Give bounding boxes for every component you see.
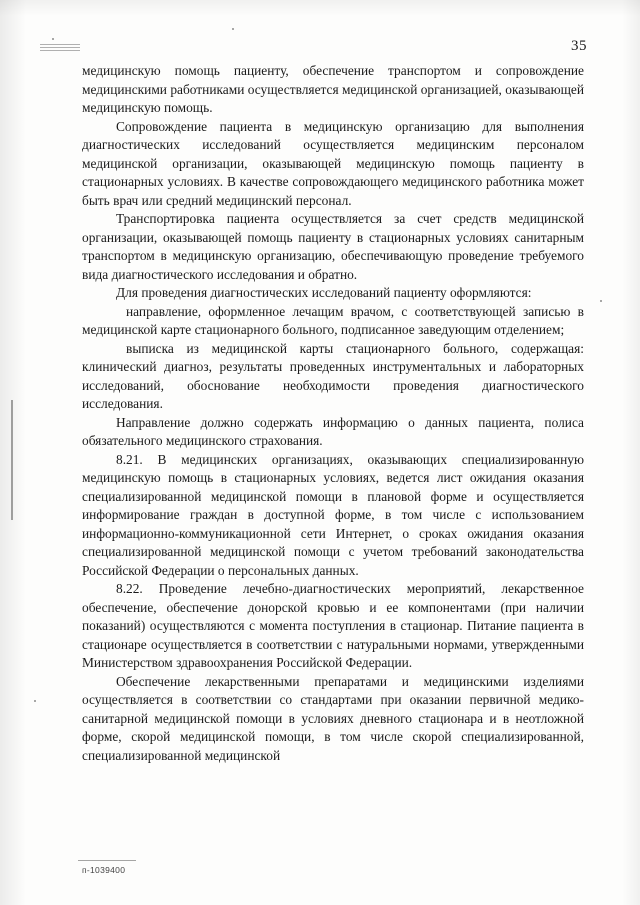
paragraph: Для проведения диагностических исследований пациенту оформляются: bbox=[116, 285, 532, 300]
scan-edge-shadow-right bbox=[622, 0, 640, 905]
paragraph: Направление должно содержать информацию о данных пациента, полиса обязательного медицинского страхования. bbox=[82, 414, 584, 448]
scan-speck bbox=[232, 28, 234, 30]
paragraph: выписка из медицинской карты стационарного больного, содержащая: клинический диагноз, результаты проведенных инструментальных и лабораторных исследований, обоснование необходимости проведения диагностического исследования. bbox=[82, 340, 584, 411]
footer-document-code: п-1039400 bbox=[82, 865, 126, 875]
scan-speck bbox=[52, 38, 54, 40]
page-number: 35 bbox=[571, 38, 587, 54]
binding-mark bbox=[11, 400, 13, 520]
scan-edge-shadow-left bbox=[0, 0, 26, 905]
paragraph: 8.21. В медицинских организациях, оказывающих специализированную медицинскую помощь в стационарных условиях, ведется лист ожидания оказания специализированной медицинской помощи в плановой форме и осуществляется информирование граждан в доступной форме, в том числе с использованием информационно-коммуникационной сети Интернет, о сроках ожидания оказания специализированной медицинской помощи с учетом требований законодательства Российской Федерации о персональных данных. bbox=[82, 451, 584, 578]
paragraph: Сопровождение пациента в медицинскую организацию для выполнения диагностических исследований осуществляется медицинским персоналом медицинской организации, оказывающей медицинскую помощь пациенту в стационарных условиях. В качестве сопровождающего медицинского работника может быть врач или средний медицинский персонал. bbox=[82, 118, 584, 208]
scan-speck bbox=[34, 700, 36, 702]
scan-speck bbox=[600, 300, 602, 302]
scan-artifact-dashes bbox=[40, 44, 80, 50]
paragraph: направление, оформленное лечащим врачом, с соответствующей записью в медицинской карте стационарного больного, подписанное заведующим отделением; bbox=[82, 303, 584, 337]
paragraph: Транспортировка пациента осуществляется за счет средств медицинской организации, оказывающей помощь пациенту в стационарных условиях санитарным транспортом в медицинскую организацию, обеспечивающую проведение требуемого вида диагностического исследования и обратно. bbox=[82, 211, 584, 282]
scan-edge-shadow-top bbox=[0, 0, 640, 16]
document-body bbox=[82, 62, 584, 765]
paragraph: Обеспечение лекарственными препаратами и медицинскими изделиями осуществляется в соответствии со стандартами при оказании первичной медико-санитарной медицинской помощи в условиях дневного стационара и в неотложной форме, скорой медицинской помощи, в том числе скорой специализированной, специализированной медицинской bbox=[82, 673, 584, 763]
paragraph: медицинскую помощь пациенту, обеспечение транспортом и сопровождение медицинскими работниками осуществляется медицинской организацией, оказывающей медицинскую помощь. bbox=[82, 63, 584, 115]
footer-divider bbox=[78, 860, 136, 861]
paragraph: 8.22. Проведение лечебно-диагностических мероприятий, лекарственное обеспечение, обеспечение донорской кровью и ее компонентами (при наличии показаний) осуществляются с момента поступления в стационар. Питание пациента в стационаре осуществляется в соответствии с натуральными нормами, утвержденными Министерством здравоохранения Российской Федерации. bbox=[82, 581, 584, 670]
